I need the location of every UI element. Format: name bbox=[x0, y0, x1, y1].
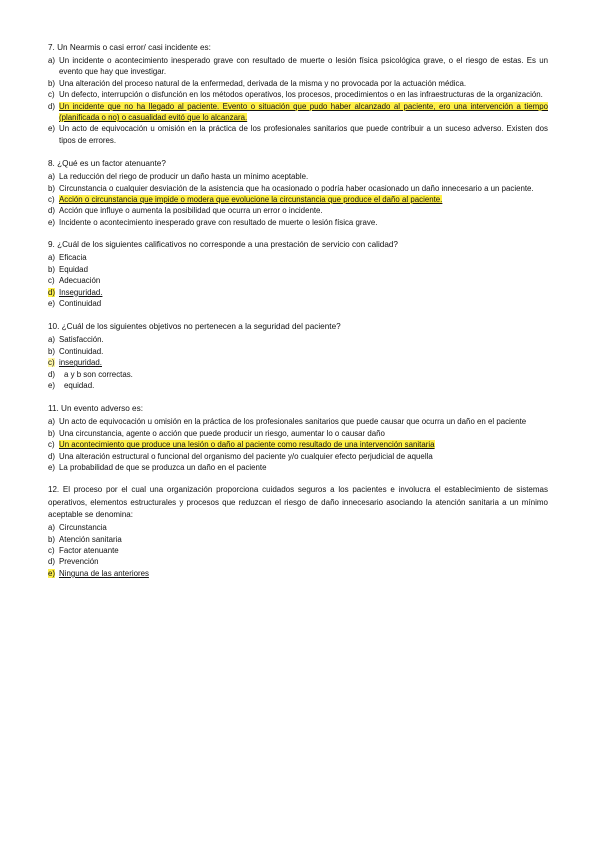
option-letter: b) bbox=[48, 428, 56, 438]
option-letter: d) bbox=[48, 451, 56, 461]
option-e bbox=[48, 462, 548, 473]
option-letter: a) bbox=[48, 253, 56, 263]
option-letter: b) bbox=[48, 264, 56, 274]
option-a bbox=[48, 416, 548, 427]
option-e bbox=[48, 123, 548, 146]
option-e bbox=[48, 298, 548, 309]
option-letter: a) bbox=[48, 172, 56, 182]
option-letter: e) bbox=[48, 217, 56, 227]
question-title: 9. ¿Cuál de los siguientes calificativos no corresponde a una prestación de servicio con calidad? bbox=[48, 240, 398, 250]
question-11 bbox=[48, 403, 548, 473]
option-d bbox=[48, 556, 548, 567]
option-text: Una alteración del proceso natural de la enfermedad, derivada de la misma y no provocada por la actuación médica. bbox=[59, 78, 467, 88]
option-letter: b) bbox=[48, 183, 56, 193]
option-d bbox=[48, 369, 548, 380]
option-text: Equidad bbox=[59, 264, 88, 274]
option-text: Adecuación bbox=[59, 276, 101, 286]
option-letter: c) bbox=[48, 440, 55, 450]
option-b bbox=[48, 534, 548, 545]
option-text: Circunstancia o cualquier desviación de la asistencia que ha ocasionado o podría haber ocasionado un daño innecesario a un paciente. bbox=[59, 183, 534, 193]
option-letter: c) bbox=[48, 546, 55, 556]
option-b bbox=[48, 78, 548, 89]
option-letter: e) bbox=[48, 124, 56, 134]
option-c bbox=[48, 89, 548, 100]
option-a bbox=[48, 171, 548, 182]
option-letter: d) bbox=[48, 101, 56, 111]
option-letter: c) bbox=[48, 358, 55, 368]
option-letter: a) bbox=[48, 417, 56, 427]
option-d-correct bbox=[48, 101, 548, 124]
option-letter: e) bbox=[48, 298, 56, 308]
option-text: La probabilidad de que se produzca un daño en el paciente bbox=[59, 462, 267, 472]
option-c-correct bbox=[48, 357, 548, 368]
question-9 bbox=[48, 239, 548, 309]
option-c bbox=[48, 545, 548, 556]
exam-page bbox=[48, 42, 548, 579]
question-title: 11. Un evento adverso es: bbox=[48, 404, 143, 414]
question-8 bbox=[48, 158, 548, 228]
option-letter: e) bbox=[48, 380, 56, 390]
option-a bbox=[48, 334, 548, 345]
option-letter: e) bbox=[48, 462, 56, 472]
option-text: Continuidad. bbox=[59, 346, 104, 356]
option-e bbox=[48, 217, 548, 228]
option-text: Un incidente o acontecimiento inesperado grave con resultado de muerte o lesión física psicológica grave, o el riesgo de estas. Es un evento que hay que investigar. bbox=[59, 56, 548, 77]
option-e-correct bbox=[48, 568, 548, 579]
option-text: Circunstancia bbox=[59, 523, 107, 533]
option-text: La reducción del riego de producir un daño hasta un mínimo aceptable. bbox=[59, 172, 309, 182]
question-title: 8. ¿Qué es un factor atenuante? bbox=[48, 159, 166, 169]
option-letter: a) bbox=[48, 335, 56, 345]
question-12 bbox=[48, 484, 548, 579]
option-b bbox=[48, 264, 548, 275]
option-text: Una alteración estructural o funcional del organismo del paciente y/o cualquier efecto perjudicial de aquella bbox=[59, 451, 433, 461]
highlighted-answer: Inseguridad. bbox=[59, 287, 103, 297]
option-letter: e) bbox=[48, 568, 56, 578]
option-d bbox=[48, 205, 548, 216]
option-letter: c) bbox=[48, 276, 55, 286]
option-letter: c) bbox=[48, 90, 55, 100]
option-letter: a) bbox=[48, 56, 56, 65]
question-title: 7. Un Nearmis o casi error/ casi incidente es: bbox=[48, 43, 211, 52]
option-letter: d) bbox=[48, 287, 56, 297]
highlighted-answer: Un acontecimiento que produce una lesión o daño al paciente como resultado de una intervención sanitaria bbox=[59, 440, 435, 450]
option-letter: b) bbox=[48, 534, 56, 544]
option-text: Acción que influye o aumenta la posibilidad que ocurra un error o incidente. bbox=[59, 206, 323, 216]
option-a bbox=[48, 55, 548, 78]
option-letter: d) bbox=[48, 369, 56, 379]
option-a bbox=[48, 252, 548, 263]
option-b bbox=[48, 183, 548, 194]
option-text: Un acto de equivocación u omisión en la práctica de los profesionales sanitarios que puede causar que ocurra un daño en el paciente bbox=[59, 417, 527, 427]
option-letter: c) bbox=[48, 195, 55, 205]
option-text: equidad. bbox=[64, 380, 95, 390]
option-text: Incidente o acontecimiento inesperado grave con resultado de muerte o lesión física grave. bbox=[59, 217, 378, 227]
question-title: 12. El proceso por el cual una organización proporciona cuidados seguros a los pacientes e involucra el establecimiento de sistemas operativos, elementos estructurales y procesos que reduzcan el riesgo de daño innecesario asociando la atención sanitaria a un mínimo aceptable se denomina: bbox=[48, 485, 548, 519]
highlighted-answer: inseguridad. bbox=[59, 358, 102, 368]
highlighted-answer: Acción o circunstancia que impide o modera que evolucione la circunstancia que produce el daño al paciente. bbox=[59, 195, 443, 205]
option-a bbox=[48, 522, 548, 533]
option-text: Atención sanitaria bbox=[59, 534, 122, 544]
option-text: Eficacia bbox=[59, 253, 87, 263]
option-text: Continuidad bbox=[59, 298, 102, 308]
option-text: Prevención bbox=[59, 557, 99, 567]
highlighted-answer: Un incidente que no ha llegado al paciente. Evento o situación que pudo haber alcanzado al paciente, ero una intervención a tiempo (planificada o no) o casualidad evitó que lo alcanzara. bbox=[59, 101, 548, 123]
question-10 bbox=[48, 321, 548, 391]
option-e bbox=[48, 380, 548, 391]
option-b bbox=[48, 428, 548, 439]
option-letter: b) bbox=[48, 346, 56, 356]
option-letter: d) bbox=[48, 557, 56, 567]
question-7 bbox=[48, 42, 548, 146]
option-d bbox=[48, 451, 548, 462]
option-text: Satisfacción. bbox=[59, 335, 104, 345]
question-title: 10. ¿Cuál de los siguientes objetivos no pertenecen a la seguridad del paciente? bbox=[48, 322, 341, 332]
option-b bbox=[48, 346, 548, 357]
option-letter: b) bbox=[48, 78, 56, 88]
option-letter: d) bbox=[48, 206, 56, 216]
option-text: Factor atenuante bbox=[59, 546, 119, 556]
option-text: Un defecto, interrupción o disfunción en los métodos operativos, los procesos, procedimientos o en las infraestructuras de la organización. bbox=[59, 90, 543, 100]
option-text: Una circunstancia, agente o acción que puede producir un riesgo, aumentar lo o causar daño bbox=[59, 428, 385, 438]
option-text: Un acto de equivocación u omisión en la práctica de los profesionales sanitarios que puede contribuir a un suceso adverso. Existen dos tipos de errores. bbox=[59, 124, 548, 145]
option-c-correct bbox=[48, 194, 548, 205]
option-d-correct bbox=[48, 287, 548, 298]
option-letter: a) bbox=[48, 523, 56, 533]
option-c-correct bbox=[48, 439, 548, 450]
option-c bbox=[48, 275, 548, 286]
highlighted-answer: Ninguna de las anteriores bbox=[59, 568, 149, 578]
option-text: a y b son correctas. bbox=[64, 369, 133, 379]
